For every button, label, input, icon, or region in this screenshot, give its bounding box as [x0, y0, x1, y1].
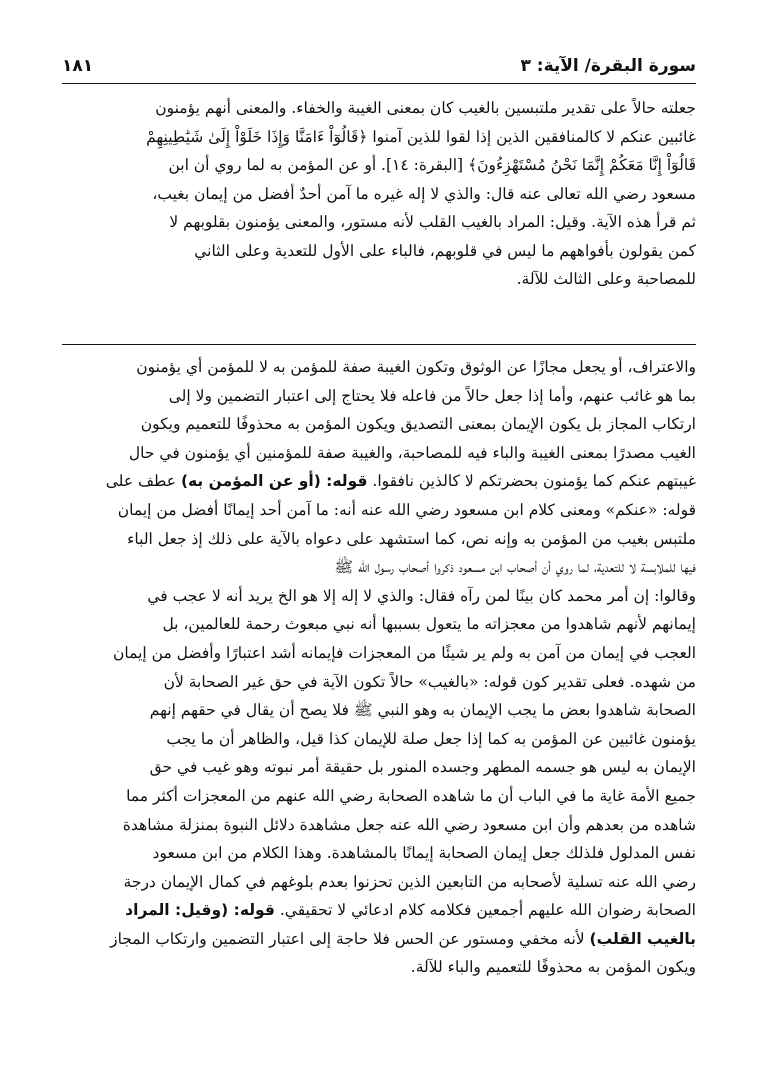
commentary-keyword: بالغيب القلب): [589, 929, 696, 948]
main-text-line: ثم قرأ هذه الآية. وقيل: المراد بالغيب القلب لأنه مستور، والمعنى يؤمنون بقلوبهم لا: [169, 213, 696, 231]
commentary-line: إيمانهم لأنهم شاهدوا من معجزاته ما يتعول بسببها أنه نبي مبعوث رحمة للعالمين، بل: [162, 615, 696, 634]
commentary-text-run: الصحابة رضوان الله عليهم أجمعين فكلامه كلام ادعائي لا تحقيقي.: [279, 901, 696, 920]
main-text-line: للمصاحبة وعلى الثالث للآلة.: [516, 270, 696, 288]
commentary-line: [62, 467, 696, 496]
commentary-text-run: عطف على: [105, 472, 176, 491]
commentary-line: ارتكاب المجاز بل يكون الإيمان بمعنى التصديق ويكون المؤمن به محذوفًا للتعميم ويكون: [140, 415, 696, 434]
commentary-line: الإيمان به ليس هو جسمه المطهر وجسده المنور بل حقيقة أمر نبوته وهو غيب في حق: [149, 758, 696, 777]
commentary-line: العجب في إيمان من آمن به ولم ير شيئًا من المعجزات فإيمانه أشد اعتبارًا وأفضل من إيمان: [113, 643, 696, 662]
commentary-line: [62, 925, 696, 954]
commentary-line: ويكون المؤمن به محذوفًا للتعميم والباء للآلة.: [410, 958, 696, 977]
header-rule: [62, 83, 696, 84]
commentary-line: ملتبس بغيب من المؤمن به وإنه نص، كما استشهد على دعواه بالآية على ذلك إذ جعل الباء: [127, 529, 696, 548]
commentary-text-run: غيبتهم عنكم كما يؤمنون بحضرتكم لا كالذين نافقوا.: [372, 472, 696, 491]
commentary-line: نفس المدلول فلذلك جعل إيمان الصحابة إيمانًا بالمشاهدة. وهذا الكلام من ابن مسعود: [152, 844, 696, 863]
commentary-line: الصحابة شاهدوا بعض ما يجب الإيمان به وهو النبي ﷺ فلا يصح أن يقال في حقهم إنهم: [149, 701, 696, 720]
main-text-line: مسعود رضي الله تعالى عنه قال: والذي لا إله غيره ما آمن أحدٌ أفضل من إيمان بغيب،: [152, 184, 696, 203]
commentary-keyword: قوله: (أو عن المؤمن به): [180, 472, 368, 491]
commentary-line: جميع الأمة غاية ما في الباب أن ما شاهده الصحابة رضي الله عنهم من المعجزات أكثر مما: [126, 786, 696, 805]
main-text-line: كمن يقولون بأفواههم ما ليس في قلوبهم، فالباء على الأول للتعدية وعلى الثاني: [194, 241, 696, 260]
commentary-separator: [62, 344, 696, 345]
commentary-line: يؤمنون غائبين عن المؤمن به كما إذا جعل صلة للإيمان كذا قيل، والظاهر أن ما يجب: [166, 729, 696, 748]
page-header: [62, 54, 696, 80]
commentary-line: فيها للملابسة لا للتعدية، لما روي أن أصحاب ابن مسعود ذكروا أصحاب رسول الله ﷺ: [334, 558, 696, 577]
commentary-line: وقالوا: إن أمر محمد كان بينًا لمن رآه فقال: والذي لا إله إلا هو الخ يريد أنه لا عجب في: [147, 586, 696, 605]
commentary-line: [62, 896, 696, 925]
running-head-title: سورة البقرة/ الآية: ٣: [520, 56, 696, 76]
commentary-line: شاهده من بعدهم وأن ابن مسعود رضي الله عنه جعل مشاهدة دلائل النبوة بمنزلة مشاهدة: [122, 815, 696, 834]
commentary-keyword: قوله: (وقيل: المراد: [125, 901, 275, 920]
commentary-text-run: لأنه مخفي ومستور عن الحس فلا حاجة إلى اعتبار التضمين وارتكاب المجاز: [110, 929, 585, 948]
main-text-line: غائبين عنكم لا كالمنافقين الذين إذا لقوا للذين آمنوا ﴿قَالُوٓاْ ءَامَنَّا وَإِذَا خَلَوْاْ إِلَىٰ شَيَٰطِينِهِمْ: [146, 127, 696, 146]
commentary-line: قوله: «عنكم» ومعنى كلام ابن مسعود رضي الله عنه أنه: ما آمن أحد إيمانًا أفضل من إيمان: [117, 500, 696, 519]
main-text-line: قَالُوٓاْ إِنَّا مَعَكُمْ إِنَّمَا نَحْنُ مُسْتَهْزِءُونَ﴾ [البقرة: ١٤]. أو عن المؤمن به لما روي أن ابن: [168, 156, 696, 174]
commentary-text: [62, 353, 696, 982]
commentary-line: رضي الله عنه تسلية لأصحابه من التابعين الذين تحزنوا بعدم بلوغهم في كمال الإيمان درجة: [123, 872, 696, 891]
commentary-line: بما هو غائب عنهم، وأما إذا جعل حالاً من فاعله فلا يحتاج إلى اعتبار التضمين ولا إلى: [168, 386, 696, 405]
main-text-line: جعلته حالاً على تقدير ملتبسين بالغيب كان بمعنى الغيبة والخفاء. والمعنى أنهم يؤمنون: [155, 99, 696, 117]
page-number: ١٨١: [62, 56, 94, 76]
commentary-line: والاعتراف، أو يجعل مجازًا عن الوثوق وتكون الغيبة صفة للمؤمن به لا للمؤمن أي يؤمنون: [136, 358, 696, 376]
commentary-line: الغيب مصدرًا بمعنى الغيبة والباء فيه للمصاحبة، والغيبة صفة للمؤمنين أي يؤمنون في حال: [128, 443, 696, 462]
main-text: [62, 94, 696, 294]
commentary-line: من شهده. فعلى تقدير كون قوله: «بالغيب» حالاً تكون الآية في حق غير الصحابة لأن: [163, 672, 696, 691]
